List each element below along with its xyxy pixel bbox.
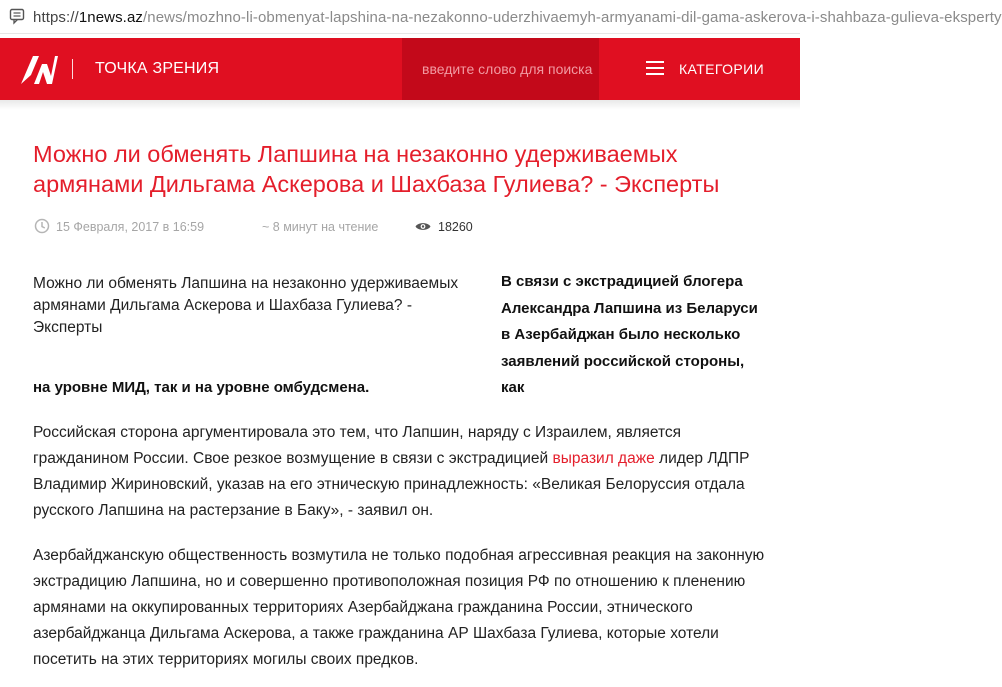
eye-icon — [415, 221, 431, 232]
header-shadow — [0, 100, 800, 110]
quote-continuation: на уровне МИД, так и на уровне омбудсмена. — [33, 379, 370, 396]
url-host: 1news.az — [78, 9, 143, 26]
article-meta — [0, 217, 800, 237]
site-header — [0, 38, 800, 100]
quote-block: В связи с экстрадицией блогера Александра Лапшина из Беларуси в Азербайджан было несколько заявлений российской стороны, как — [501, 273, 758, 396]
header-divider — [72, 59, 73, 79]
read-time: ~ 8 минут на чтение — [262, 220, 379, 234]
search-box — [402, 38, 599, 100]
search-input[interactable] — [402, 38, 599, 100]
publish-date: 15 Февраля, 2017 в 16:59 — [56, 220, 205, 234]
page-info-icon[interactable] — [9, 8, 25, 24]
inline-link-vyrazil-dazhe[interactable]: выразил даже — [552, 450, 655, 467]
article-paragraph: Азербайджанскую общественность возмутила не только подобная агрессивная реакция на законную экстрадицию Лапшина, но и совершенно противоположная позиция РФ по отношению к пленению армянами на оккупированных территориях Азербайджана гражданина России, этнического азербайджанца Дильгама Аскерова, а также гражданина АР Шахбаза Гулиева, которые хотели посетить на этих территориях могилы своих предков. — [33, 547, 765, 668]
section-title[interactable]: ТОЧКА ЗРЕНИЯ — [95, 60, 220, 77]
clock-icon — [34, 218, 50, 234]
hamburger-menu-icon — [646, 61, 664, 75]
url-scheme: https:// — [33, 9, 79, 26]
paragraph-text: лидер ЛДПР Владимир Жириновский, указав на его этническую принадлежность: «Великая Белоруссия отдала русского Лапшина на растерзание в Баку», - заявил он. — [33, 450, 750, 519]
categories-button[interactable] — [628, 38, 800, 100]
article-title: Можно ли обменять Лапшина на незаконно удерживаемых армянами Дильгама Аскерова и Шахбаза Гулиева? - Эксперты — [33, 141, 720, 197]
url-path: /news/mozhno-li-obmenyat-lapshina-na-nezakonno-uderzhivaemyh-armyanami-dil-gama-askerova-i-shahbaza-gulieva-eksperty — [143, 9, 1002, 26]
url-text[interactable] — [33, 9, 1002, 26]
article-paragraph — [33, 420, 778, 524]
categories-label: КАТЕГОРИИ — [679, 61, 765, 77]
1news-logo-icon[interactable] — [18, 50, 58, 88]
view-count: 18260 — [438, 220, 473, 234]
address-bar[interactable] — [0, 0, 1002, 34]
article-lead: Можно ли обменять Лапшина на незаконно удерживаемых армянами Дильгама Аскерова и Шахбаза Гулиева? - Эксперты — [33, 275, 459, 336]
paragraph-text: Российская сторона аргументировала это тем, что Лапшин, наряду с Израилем, является гражданином России. Свое резкое возмущение в связи с экстрадицией — [33, 424, 682, 467]
